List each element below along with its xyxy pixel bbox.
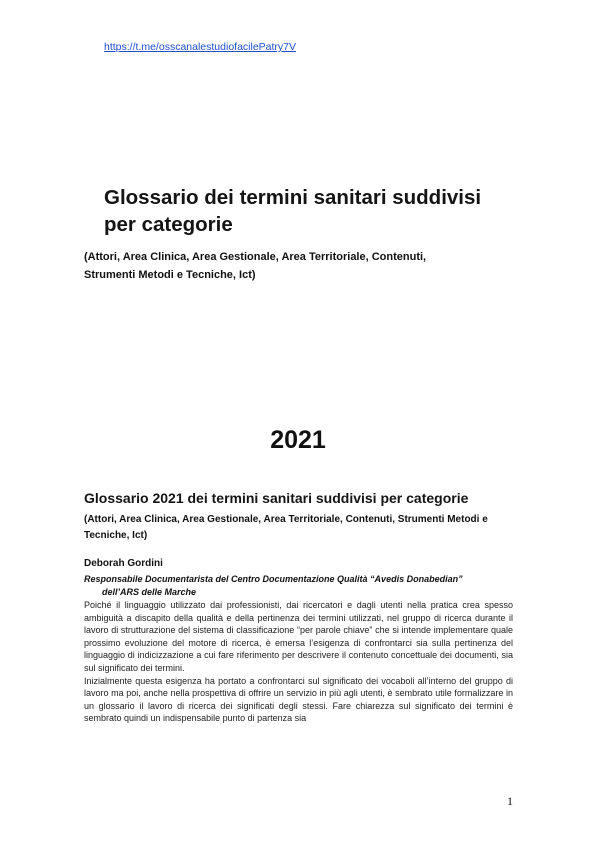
title-line-2: per categorie [104, 213, 233, 236]
telegram-link[interactable]: https://t.me/osscanalestudiofacilePatry7V [104, 41, 297, 53]
body-text [84, 599, 513, 725]
section-heading: Glossario 2021 dei termini sanitari suddivisi per categorie [84, 490, 469, 506]
subtitle-line-2: Strumenti Metodi e Tecniche, Ict) [84, 269, 256, 281]
author-role-line-1: Responsabile Documentarista del Centro Documentazione Qualità “Avedis Donabedian” [84, 574, 463, 584]
section-subtitle-line-1: (Attori, Area Clinica, Area Gestionale, Area Territoriale, Contenuti, Strumenti Metodi e [84, 514, 488, 525]
paragraph-2: Inizialmente questa esigenza ha portato a confrontarci sul significato dei vocaboli all’interno del gruppo di lavoro ma poi, anche nella prospettiva di offrire un servizio in più agli utenti, è sembrato utile formalizzare in un glossario il lavoro di ricerca dei significati degli stessi. Fare chiarezza sul significato dei termini è sembrato quindi un indispensabile punto di partenza sia [84, 675, 513, 724]
section-subtitle-line-2: Tecniche, Ict) [84, 530, 148, 541]
paragraph-1: Poiché il linguaggio utilizzato dai professionisti, dai ricercatori e dagli utenti nella pratica crea spesso ambiguità a discapito della qualità e della pertinenza dei termini utilizzati, nel gruppo di ricerca durante il lavoro di strutturazione del sistema di classificazione “per parole chiave” che si intende implementare quale prossimo evoluzione del motore di ricerca, è emersa l’esigenza di confrontarci sia sulla pertinenza del linguaggio di indicizzazione a cui fare riferimento per descrivere il contenuto concettuale dei documenti, sia sul significato dei termini. [84, 600, 513, 673]
author-role-line-2: dell’ARS delle Marche [102, 586, 197, 597]
author-name: Deborah Gordini [84, 558, 163, 569]
title-line-1: Glossario dei termini sanitari suddivisi [104, 186, 482, 209]
section-subtitle [84, 512, 528, 544]
page-number: 1 [507, 794, 513, 808]
subtitle-line-1: (Attori, Area Clinica, Area Gestionale, Area Territoriale, Contenuti, [84, 251, 427, 263]
document-title [104, 184, 554, 238]
author-role [84, 573, 524, 598]
year-heading: 2021 [270, 426, 326, 454]
document-subtitle [84, 248, 524, 284]
